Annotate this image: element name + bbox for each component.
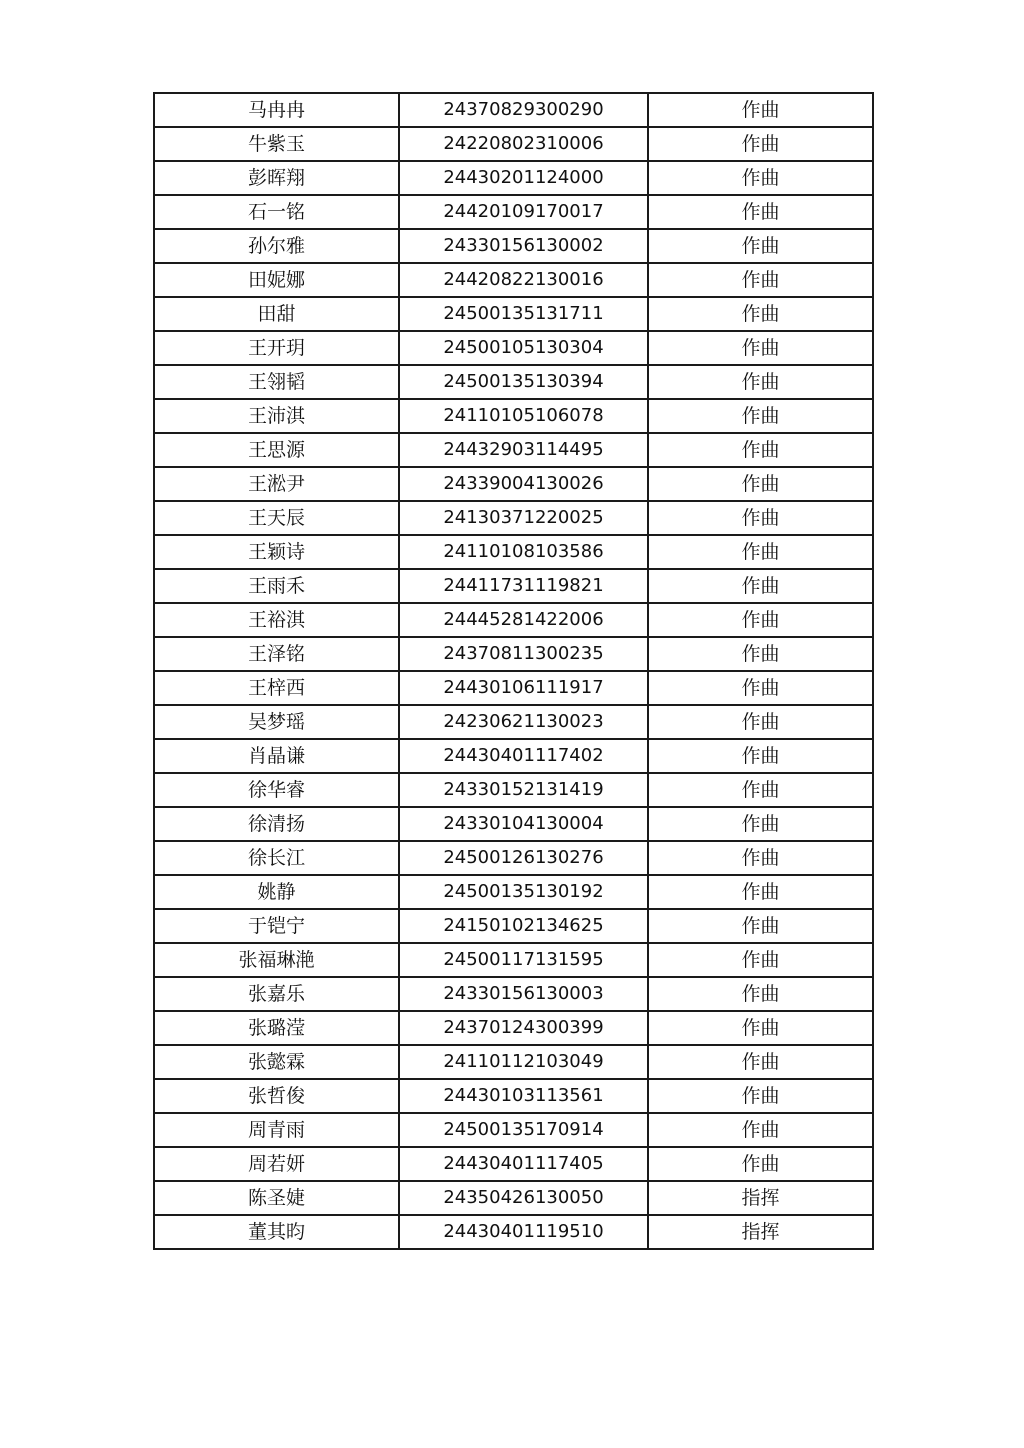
student-name-cell: 王颖诗 xyxy=(154,535,399,569)
student-name-cell: 王开玥 xyxy=(154,331,399,365)
exam-number-cell: 24130371220025 xyxy=(399,501,648,535)
major-cell: 作曲 xyxy=(648,739,873,773)
exam-number-cell: 24430103113561 xyxy=(399,1079,648,1113)
table-row xyxy=(154,331,873,365)
student-name-cell: 张懿霖 xyxy=(154,1045,399,1079)
major-cell: 指挥 xyxy=(648,1181,873,1215)
exam-number-cell: 24150102134625 xyxy=(399,909,648,943)
student-name-cell: 周青雨 xyxy=(154,1113,399,1147)
table-row xyxy=(154,535,873,569)
table-row xyxy=(154,773,873,807)
major-cell: 作曲 xyxy=(648,161,873,195)
exam-number-cell: 24339004130026 xyxy=(399,467,648,501)
exam-number-cell: 24430401119510 xyxy=(399,1215,648,1249)
student-name-cell: 吴梦瑶 xyxy=(154,705,399,739)
exam-number-cell: 24432903114495 xyxy=(399,433,648,467)
major-cell: 作曲 xyxy=(648,909,873,943)
major-cell: 作曲 xyxy=(648,841,873,875)
student-name-cell: 彭晖翔 xyxy=(154,161,399,195)
table-row xyxy=(154,875,873,909)
major-cell: 作曲 xyxy=(648,365,873,399)
exam-number-cell: 24330156130002 xyxy=(399,229,648,263)
student-name-cell: 徐华睿 xyxy=(154,773,399,807)
table-row xyxy=(154,841,873,875)
table-row xyxy=(154,365,873,399)
table-row xyxy=(154,127,873,161)
student-name-cell: 张哲俊 xyxy=(154,1079,399,1113)
exam-number-cell: 24110112103049 xyxy=(399,1045,648,1079)
exam-number-cell: 24430401117402 xyxy=(399,739,648,773)
student-roster-table xyxy=(153,92,874,1250)
major-cell: 作曲 xyxy=(648,93,873,127)
student-name-cell: 肖晶谦 xyxy=(154,739,399,773)
major-cell: 作曲 xyxy=(648,773,873,807)
student-name-cell: 张璐滢 xyxy=(154,1011,399,1045)
major-cell: 作曲 xyxy=(648,1045,873,1079)
student-name-cell: 王天辰 xyxy=(154,501,399,535)
student-name-cell: 陈圣婕 xyxy=(154,1181,399,1215)
major-cell: 作曲 xyxy=(648,1079,873,1113)
table-row xyxy=(154,161,873,195)
student-name-cell: 田妮娜 xyxy=(154,263,399,297)
major-cell: 作曲 xyxy=(648,943,873,977)
student-name-cell: 张福琳滟 xyxy=(154,943,399,977)
table-row xyxy=(154,1215,873,1249)
major-cell: 作曲 xyxy=(648,1113,873,1147)
major-cell: 作曲 xyxy=(648,569,873,603)
exam-number-cell: 24430401117405 xyxy=(399,1147,648,1181)
table-row xyxy=(154,229,873,263)
exam-number-cell: 24420822130016 xyxy=(399,263,648,297)
student-name-cell: 王翎韬 xyxy=(154,365,399,399)
student-name-cell: 石一铭 xyxy=(154,195,399,229)
table-row xyxy=(154,943,873,977)
table-row xyxy=(154,637,873,671)
student-name-cell: 王裕淇 xyxy=(154,603,399,637)
exam-number-cell: 24500135170914 xyxy=(399,1113,648,1147)
exam-number-cell: 24370124300399 xyxy=(399,1011,648,1045)
roster-body xyxy=(154,93,873,1249)
table-row xyxy=(154,1147,873,1181)
exam-number-cell: 24330152131419 xyxy=(399,773,648,807)
exam-number-cell: 24411731119821 xyxy=(399,569,648,603)
exam-number-cell: 24370811300235 xyxy=(399,637,648,671)
exam-number-cell: 24500135130394 xyxy=(399,365,648,399)
major-cell: 作曲 xyxy=(648,637,873,671)
exam-number-cell: 24230621130023 xyxy=(399,705,648,739)
student-name-cell: 王思源 xyxy=(154,433,399,467)
table-row xyxy=(154,705,873,739)
table-row xyxy=(154,1181,873,1215)
major-cell: 作曲 xyxy=(648,875,873,909)
exam-number-cell: 24500135131711 xyxy=(399,297,648,331)
major-cell: 作曲 xyxy=(648,127,873,161)
major-cell: 作曲 xyxy=(648,399,873,433)
table-row xyxy=(154,433,873,467)
student-name-cell: 孙尔雅 xyxy=(154,229,399,263)
exam-number-cell: 24370829300290 xyxy=(399,93,648,127)
table-row xyxy=(154,263,873,297)
table-row xyxy=(154,501,873,535)
exam-number-cell: 24500135130192 xyxy=(399,875,648,909)
exam-number-cell: 24430106111917 xyxy=(399,671,648,705)
table-row xyxy=(154,977,873,1011)
major-cell: 作曲 xyxy=(648,671,873,705)
exam-number-cell: 24500117131595 xyxy=(399,943,648,977)
exam-number-cell: 24445281422006 xyxy=(399,603,648,637)
student-name-cell: 王淞尹 xyxy=(154,467,399,501)
major-cell: 作曲 xyxy=(648,1147,873,1181)
exam-number-cell: 24110108103586 xyxy=(399,535,648,569)
student-name-cell: 张嘉乐 xyxy=(154,977,399,1011)
table-row xyxy=(154,93,873,127)
table-row xyxy=(154,467,873,501)
table-row xyxy=(154,603,873,637)
student-name-cell: 徐清扬 xyxy=(154,807,399,841)
exam-number-cell: 24350426130050 xyxy=(399,1181,648,1215)
table-row xyxy=(154,739,873,773)
major-cell: 作曲 xyxy=(648,1011,873,1045)
student-name-cell: 马冉冉 xyxy=(154,93,399,127)
major-cell: 作曲 xyxy=(648,297,873,331)
student-name-cell: 董其昀 xyxy=(154,1215,399,1249)
student-name-cell: 王梓西 xyxy=(154,671,399,705)
table-row xyxy=(154,807,873,841)
exam-number-cell: 24220802310006 xyxy=(399,127,648,161)
student-name-cell: 牛紫玉 xyxy=(154,127,399,161)
table-row xyxy=(154,1079,873,1113)
student-name-cell: 王泽铭 xyxy=(154,637,399,671)
major-cell: 作曲 xyxy=(648,603,873,637)
major-cell: 作曲 xyxy=(648,229,873,263)
major-cell: 作曲 xyxy=(648,467,873,501)
exam-number-cell: 24110105106078 xyxy=(399,399,648,433)
exam-number-cell: 24430201124000 xyxy=(399,161,648,195)
student-name-cell: 王雨禾 xyxy=(154,569,399,603)
student-name-cell: 周若妍 xyxy=(154,1147,399,1181)
major-cell: 作曲 xyxy=(648,535,873,569)
student-name-cell: 于铠宁 xyxy=(154,909,399,943)
table-row xyxy=(154,569,873,603)
table-row xyxy=(154,1113,873,1147)
major-cell: 作曲 xyxy=(648,433,873,467)
student-name-cell: 徐长江 xyxy=(154,841,399,875)
student-name-cell: 姚静 xyxy=(154,875,399,909)
table-row xyxy=(154,1045,873,1079)
major-cell: 作曲 xyxy=(648,501,873,535)
table-row xyxy=(154,399,873,433)
student-name-cell: 王沛淇 xyxy=(154,399,399,433)
major-cell: 作曲 xyxy=(648,977,873,1011)
exam-number-cell: 24420109170017 xyxy=(399,195,648,229)
exam-number-cell: 24500105130304 xyxy=(399,331,648,365)
major-cell: 作曲 xyxy=(648,331,873,365)
table-row xyxy=(154,1011,873,1045)
major-cell: 作曲 xyxy=(648,263,873,297)
major-cell: 作曲 xyxy=(648,705,873,739)
student-name-cell: 田甜 xyxy=(154,297,399,331)
exam-number-cell: 24500126130276 xyxy=(399,841,648,875)
major-cell: 作曲 xyxy=(648,195,873,229)
exam-number-cell: 24330156130003 xyxy=(399,977,648,1011)
major-cell: 作曲 xyxy=(648,807,873,841)
table-row xyxy=(154,909,873,943)
table-row xyxy=(154,671,873,705)
table-row xyxy=(154,195,873,229)
major-cell: 指挥 xyxy=(648,1215,873,1249)
table-row xyxy=(154,297,873,331)
exam-number-cell: 24330104130004 xyxy=(399,807,648,841)
